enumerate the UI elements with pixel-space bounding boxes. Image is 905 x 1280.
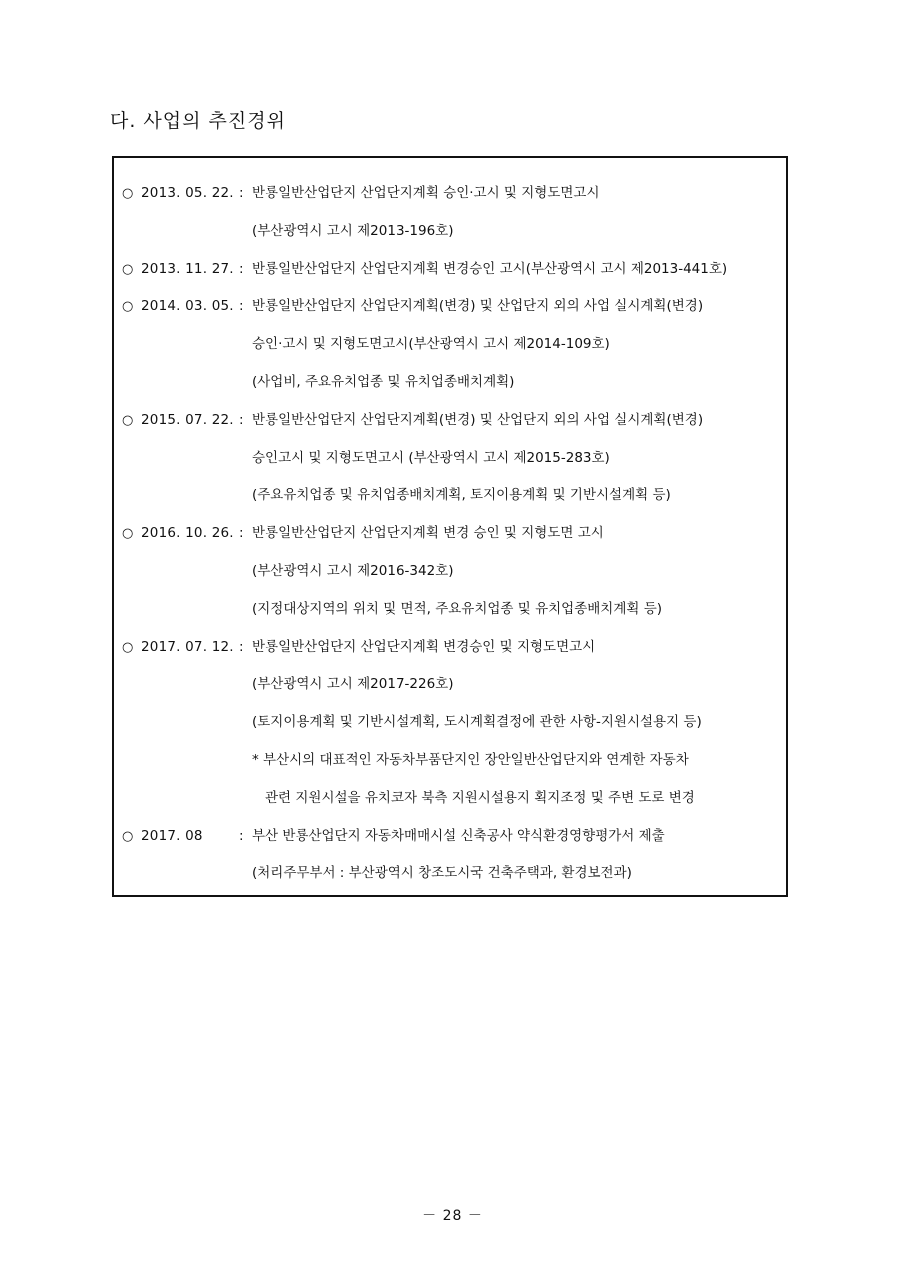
entry-line (114, 477, 786, 515)
entry-text: (부산광역시 고시 제2016-342호) (252, 562, 454, 579)
entry-text: 반룡일반산업단지 산업단지계획(변경) 및 산업단지 외의 사업 실시계획(변경) (252, 298, 704, 315)
entry-colon: : (239, 298, 244, 315)
entry-text: 반룡일반산업단지 산업단지계획(변경) 및 산업단지 외의 사업 실시계획(변경) (252, 411, 704, 428)
bullet-icon: ○ (122, 828, 134, 844)
entry-line (114, 402, 786, 440)
history-box (112, 156, 788, 897)
entry-line (114, 251, 786, 289)
entry-line (114, 855, 786, 893)
entry-text: 부산 반룡산업단지 자동차매매시설 신축공사 약식환경영향평가서 제출 (252, 827, 665, 844)
bullet-icon: ○ (122, 639, 134, 655)
entry-line (114, 591, 786, 629)
entry-note-line (114, 742, 786, 780)
entry-line (114, 326, 786, 364)
entry-colon: : (239, 638, 244, 655)
entry-date: 2017. 08 (141, 827, 203, 844)
entry-date: 2013. 05. 22. (141, 185, 234, 201)
entry-colon: : (239, 525, 244, 542)
entry-line (114, 515, 786, 553)
entry-colon: : (239, 411, 244, 428)
entry-note: * 부산시의 대표적인 자동차부품단지인 장안일반산업단지와 연계한 자동차 (252, 751, 689, 768)
entry-date: 2016. 10. 26. (141, 525, 234, 542)
entry-text: (주요유치업종 및 유치업종배치계획, 토지이용계획 및 기반시설계획 등) (252, 487, 671, 504)
entry-date: 2017. 07. 12. (141, 638, 234, 655)
entry-colon: : (239, 185, 244, 201)
entry-line (114, 553, 786, 591)
entry-line (114, 288, 786, 326)
entry-text: (사업비, 주요유치업종 및 유치업종배치계획) (252, 373, 515, 390)
entry-text: (지정대상지역의 위치 및 면적, 주요유치업종 및 유치업종배치계획 등) (252, 600, 663, 617)
section-title: 다. 사업의 추진경위 (110, 110, 286, 132)
entry-line (114, 213, 786, 251)
entry-text: 반룡일반산업단지 산업단지계획 변경승인 및 지형도면고시 (252, 638, 596, 655)
entry-note-line (114, 780, 786, 818)
entry-date: 2013. 11. 27. (141, 260, 234, 277)
entry-colon: : (239, 827, 244, 844)
entry-text: 반룡일반산업단지 산업단지계획 변경승인 고시(부산광역시 고시 제2013-441호) (252, 260, 728, 277)
entry-line (114, 818, 786, 856)
entry-date: 2015. 07. 22. (141, 411, 234, 428)
entry-text: (처리주무부서 : 부산광역시 창조도시국 건축주택과, 환경보전과) (252, 865, 632, 882)
entry-text: 반룡일반산업단지 산업단지계획 변경 승인 및 지형도면 고시 (252, 525, 604, 542)
entry-text: (토지이용계획 및 기반시설계획, 도시계획결정에 관한 사항-지원시설용지 등) (252, 714, 702, 731)
entry-line (114, 704, 786, 742)
entry-line (114, 666, 786, 704)
entry-date: 2014. 03. 05. (141, 298, 234, 315)
entry-line (114, 175, 786, 213)
bullet-icon: ○ (122, 526, 134, 542)
entry-text: 반룡일반산업단지 산업단지계획 승인·고시 및 지형도면고시 (252, 185, 600, 201)
entry-text: 승인고시 및 지형도면고시 (부산광역시 고시 제2015-283호) (252, 449, 610, 466)
history-entries (114, 175, 786, 893)
bullet-icon: ○ (122, 299, 134, 315)
entry-line (114, 364, 786, 402)
entry-text: 승인·고시 및 지형도면고시(부산광역시 고시 제2014-109호) (252, 336, 610, 353)
entry-line (114, 440, 786, 478)
entry-note: 관련 지원시설을 유치코자 북측 지원시설용지 획지조정 및 주변 도로 변경 (265, 789, 695, 806)
entry-text: (부산광역시 고시 제2013-196호) (252, 222, 454, 239)
entry-line (114, 629, 786, 667)
entry-text: (부산광역시 고시 제2017-226호) (252, 676, 454, 693)
page-number: － 28 － (422, 1208, 483, 1224)
bullet-icon: ○ (122, 186, 134, 201)
entry-colon: : (239, 260, 244, 277)
bullet-icon: ○ (122, 261, 134, 277)
bullet-icon: ○ (122, 412, 134, 428)
